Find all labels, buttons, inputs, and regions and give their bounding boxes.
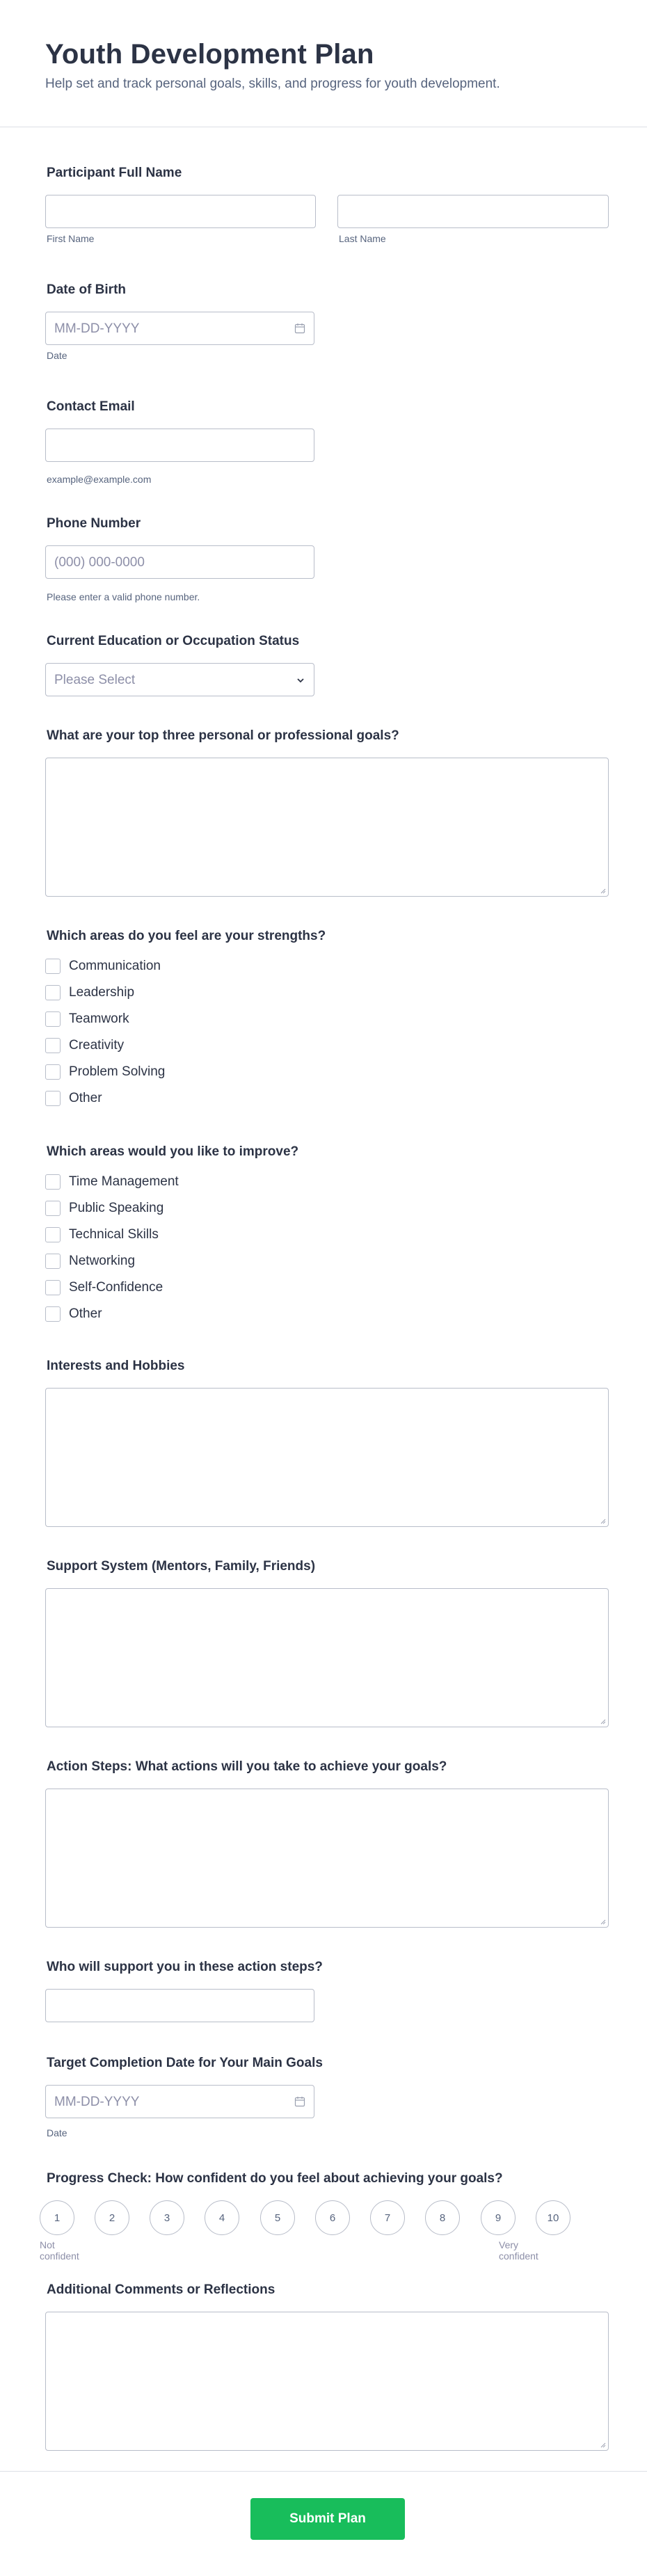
target-date-sublabel: Date <box>47 2127 67 2138</box>
status-placeholder: Please Select <box>54 673 136 687</box>
support-system-textarea[interactable] <box>45 1588 609 1727</box>
resize-grip-icon[interactable] <box>599 1718 606 1725</box>
status-select[interactable] <box>45 663 314 696</box>
calendar-icon[interactable] <box>294 2096 305 2107</box>
improve-label: Which areas would you like to improve? <box>47 1144 299 1159</box>
strength-option[interactable]: Teamwork <box>45 1006 165 1032</box>
checkbox[interactable] <box>45 959 61 974</box>
scale-option-4[interactable]: 4 <box>205 2200 239 2235</box>
improve-option[interactable]: Other <box>45 1301 179 1327</box>
form-title: Youth Development Plan <box>45 39 374 70</box>
target-date-input[interactable] <box>45 2085 314 2118</box>
scale-option-1[interactable]: 1 <box>40 2200 74 2235</box>
progress-label: Progress Check: How confident do you feel about achieving your goals? <box>47 2171 503 2186</box>
dob-placeholder: MM-DD-YYYY <box>54 321 140 336</box>
goals-label: What are your top three personal or professional goals? <box>47 728 399 743</box>
form-header <box>0 0 647 127</box>
submit-button[interactable]: Submit Plan <box>250 2498 405 2540</box>
calendar-icon[interactable] <box>294 323 305 334</box>
dob-label: Date of Birth <box>47 282 126 297</box>
checkbox[interactable] <box>45 1306 61 1322</box>
form-footer <box>0 2471 647 2576</box>
improve-options <box>45 1169 179 1327</box>
strength-option[interactable]: Creativity <box>45 1032 165 1059</box>
interests-textarea[interactable] <box>45 1388 609 1527</box>
phone-sublabel: Please enter a valid phone number. <box>47 591 200 602</box>
last-name-sublabel: Last Name <box>339 233 386 244</box>
strengths-options <box>45 953 165 1112</box>
strengths-label: Which areas do you feel are your strengths? <box>47 929 326 943</box>
phone-placeholder: (000) 000-0000 <box>54 555 145 570</box>
strength-option[interactable]: Leadership <box>45 979 165 1006</box>
scale-option-10[interactable]: 10 <box>536 2200 570 2235</box>
checkbox[interactable] <box>45 1091 61 1106</box>
dob-input[interactable] <box>45 312 314 345</box>
scale-low-label: Not confident <box>40 2239 79 2262</box>
improve-option[interactable]: Self-Confidence <box>45 1274 179 1301</box>
checkbox[interactable] <box>45 1064 61 1080</box>
support-system-label: Support System (Mentors, Family, Friends) <box>47 1559 316 1574</box>
improve-option[interactable]: Time Management <box>45 1169 179 1195</box>
resize-grip-icon[interactable] <box>599 1517 606 1524</box>
target-date-placeholder: MM-DD-YYYY <box>54 2095 140 2109</box>
action-steps-textarea[interactable] <box>45 1789 609 1928</box>
improve-option[interactable]: Technical Skills <box>45 1222 179 1248</box>
scale-option-6[interactable]: 6 <box>315 2200 350 2235</box>
strength-option[interactable]: Other <box>45 1085 165 1112</box>
phone-input[interactable] <box>45 545 314 579</box>
chevron-down-icon <box>296 675 305 685</box>
full-name-label: Participant Full Name <box>47 166 182 180</box>
checkbox[interactable] <box>45 1174 61 1190</box>
scale-option-5[interactable]: 5 <box>260 2200 295 2235</box>
target-date-label: Target Completion Date for Your Main Goals <box>47 2056 323 2070</box>
resize-grip-icon[interactable] <box>599 2441 606 2448</box>
goals-textarea[interactable] <box>45 758 609 897</box>
resize-grip-icon[interactable] <box>599 1918 606 1925</box>
email-input[interactable] <box>45 429 314 462</box>
comments-textarea[interactable] <box>45 2312 609 2451</box>
comments-label: Additional Comments or Reflections <box>47 2282 275 2297</box>
checkbox[interactable] <box>45 1201 61 1216</box>
action-steps-label: Action Steps: What actions will you take to achieve your goals? <box>47 1759 447 1774</box>
first-name-sublabel: First Name <box>47 233 95 244</box>
scale-high-label: Very confident <box>499 2239 538 2262</box>
resize-grip-icon[interactable] <box>599 887 606 894</box>
interests-label: Interests and Hobbies <box>47 1359 185 1373</box>
checkbox[interactable] <box>45 1254 61 1269</box>
supporters-label: Who will support you in these action steps? <box>47 1960 323 1974</box>
email-sublabel: example@example.com <box>47 474 152 485</box>
supporters-input[interactable] <box>45 1989 314 2022</box>
status-label: Current Education or Occupation Status <box>47 634 300 648</box>
checkbox[interactable] <box>45 1280 61 1295</box>
checkbox[interactable] <box>45 1227 61 1242</box>
form-subtitle: Help set and track personal goals, skills, and progress for youth development. <box>45 77 500 91</box>
scale-option-9[interactable]: 9 <box>481 2200 516 2235</box>
scale-option-7[interactable]: 7 <box>370 2200 405 2235</box>
dob-sublabel: Date <box>47 350 67 361</box>
improve-option[interactable]: Public Speaking <box>45 1195 179 1222</box>
checkbox[interactable] <box>45 1011 61 1027</box>
last-name-input[interactable] <box>337 195 609 228</box>
scale-option-3[interactable]: 3 <box>150 2200 184 2235</box>
scale-option-2[interactable]: 2 <box>95 2200 129 2235</box>
first-name-input[interactable] <box>45 195 316 228</box>
email-label: Contact Email <box>47 399 135 414</box>
strength-option[interactable]: Communication <box>45 953 165 979</box>
checkbox[interactable] <box>45 1038 61 1053</box>
improve-option[interactable]: Networking <box>45 1248 179 1274</box>
checkbox[interactable] <box>45 985 61 1000</box>
scale-option-8[interactable]: 8 <box>425 2200 460 2235</box>
strength-option[interactable]: Problem Solving <box>45 1059 165 1085</box>
phone-label: Phone Number <box>47 516 141 531</box>
